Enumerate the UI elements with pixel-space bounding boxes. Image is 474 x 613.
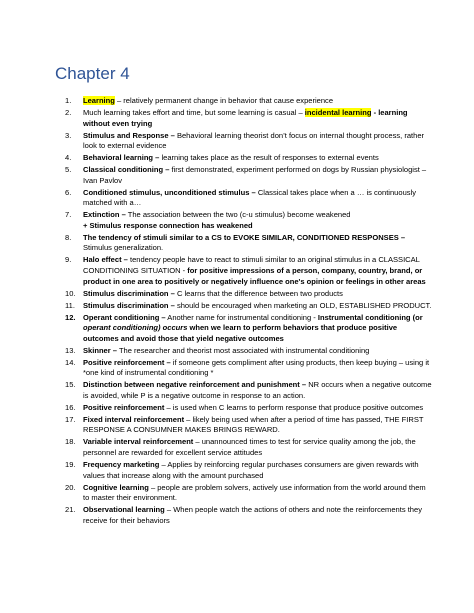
list-item-number: 20.	[65, 482, 76, 492]
list-item-number: 7.	[65, 210, 72, 220]
chapter-title: Chapter 4	[55, 64, 130, 83]
bold-term: Positive reinforcement	[83, 402, 165, 412]
list-item-number: 1.	[65, 96, 72, 105]
bold-term: Cognitive learning	[83, 482, 149, 492]
list-item-text: Behavioral learning theorist don’t focus on internal thought process, rather look to external evidence	[83, 130, 425, 151]
list-item-text: learning takes place as the result of responses to external events	[159, 153, 379, 163]
bold-term: Behavioral learning –	[83, 153, 160, 163]
list-item	[0, 415, 474, 436]
list-item-text: Stimulus generalization.	[83, 243, 164, 253]
bold-term: Variable interval reinforcement	[83, 437, 194, 447]
list-item	[0, 108, 474, 129]
bold-term: -	[371, 107, 379, 117]
list-item	[0, 437, 474, 458]
list-item-text: Classical takes place when a … is continuously matched with a…	[83, 187, 416, 208]
list-item-number: 5.	[65, 165, 72, 175]
list-item-number: 18.	[65, 437, 76, 447]
bold-term: Instrumental conditioning (or	[317, 312, 423, 322]
bold-term: Frequency marketing	[83, 460, 160, 470]
list-item-text: – people are problem solvers, actively use information from the world around them to master their environment.	[83, 482, 426, 503]
list-item-number: 13.	[65, 345, 76, 355]
bold-term: Stimulus discrimination –	[83, 300, 175, 310]
bold-term: Stimulus discrimination –	[83, 288, 175, 298]
list-item-text: – Applies by reinforcing regular purchases consumers are given rewards with values that increase along with the amount purchased	[83, 460, 419, 480]
list-item-number: 15.	[65, 380, 76, 390]
list-item	[0, 165, 474, 186]
list-item-text: Much learning takes effort and time, but some learning is casual –	[83, 107, 305, 117]
list-item-text: The researcher and theorist most associated with instrumental conditioning	[116, 345, 370, 355]
list-item	[0, 346, 474, 357]
bold-term: learning without even trying	[83, 107, 408, 128]
list-item-text: first demonstrated, experiment performed on dogs by Russian physiologist – Ivan Pavlov	[83, 165, 427, 185]
list-item-text: – likely being used when after a period of time has passed, THE FIRST RESPONSE A CONSUMNER MAKES BRINGS REWARD.	[83, 414, 424, 435]
list-item	[0, 483, 474, 504]
list-item-text: – unannounced times to test for service quality among the job, the personnel are rewarded for excellent service attitudes	[83, 437, 416, 458]
list-item	[0, 289, 474, 300]
bold-term: Distinction between negative reinforcement and punishment –	[83, 380, 307, 390]
list-item	[0, 313, 474, 345]
list-item-text: The association between the two (c-u stimulus) become weakened	[125, 210, 351, 220]
list-item	[0, 96, 474, 107]
list-item	[0, 380, 474, 401]
list-item-text: Another name for instrumental conditioning -	[165, 312, 318, 322]
list-item-number: 17.	[65, 414, 76, 424]
highlighted-term: Learning	[83, 96, 115, 105]
list-item	[0, 460, 474, 481]
bold-term: The tendency of stimuli similar to a CS to EVOKE SIMILAR, CONDITIONED RESPONSES –	[83, 232, 406, 242]
list-item	[0, 358, 474, 379]
list-item	[0, 131, 474, 152]
list-item-text: C learns that the difference between two products	[174, 288, 343, 298]
bold-term: Classical conditioning –	[83, 165, 170, 175]
list-item-number: 12.	[65, 312, 76, 322]
list-item-number: 14.	[65, 357, 76, 367]
notes-list	[0, 96, 474, 528]
list-item-number: 21.	[65, 505, 76, 515]
bold-term: Conditioned stimulus, unconditioned stimulus –	[83, 187, 256, 197]
list-item-number: 4.	[65, 153, 72, 163]
list-item-number: 3.	[65, 130, 72, 140]
bold-term: Observational learning	[83, 505, 165, 515]
bold-term: Extinction –	[83, 210, 126, 220]
list-item-number: 10.	[65, 288, 76, 298]
bold-term: for positive impressions of a person, company, country, brand, or product in one area to positively or negatively influence one's opinion or feelings in other areas	[83, 266, 426, 286]
list-item-text: – is used when C learns to perform response that produce positive outcomes	[164, 402, 424, 412]
list-item-text: – relatively permanent change in behavior that cause experience	[114, 96, 334, 105]
list-item	[0, 301, 474, 312]
bold-term: Halo effect –	[83, 255, 128, 265]
list-item-number: 19.	[65, 460, 76, 470]
bold-term: when we learn to perform behaviors that produce positive outcomes and avoid those that yield negative outcomes	[83, 323, 398, 343]
list-item-number: 11.	[65, 300, 75, 310]
highlighted-term: incidental learning	[304, 107, 372, 117]
bold-term: Positive reinforcement –	[83, 357, 171, 367]
bold-term: operant conditioning) occurs	[83, 323, 188, 333]
list-item-number: 9.	[65, 255, 72, 265]
list-item	[0, 255, 474, 287]
list-item-text: – When people watch the actions of others and note the reinforcements they receive for their behaviors	[83, 505, 422, 525]
list-item	[0, 210, 474, 231]
list-item-text: NR occurs when a negative outcome is avoided, while P is a negative outcome in response to an action.	[83, 380, 432, 400]
bold-term: + Stimulus response connection has weakened	[83, 220, 253, 230]
list-item-number: 8.	[65, 232, 72, 242]
list-item	[0, 153, 474, 164]
list-item	[0, 505, 474, 526]
bold-term: Skinner –	[83, 345, 117, 355]
list-item-text: tendency people have to react to stimuli similar to an original stimulus in a CLASSICAL CONDITIONING SITUATION -	[83, 255, 420, 276]
bold-term: Operant conditioning –	[83, 312, 166, 322]
list-item-text: if someone gets compliment after using products, then keep buying – using it *one kind of instrumental conditioning *	[83, 357, 430, 378]
list-item	[0, 188, 474, 209]
list-item	[0, 233, 474, 254]
list-item-number: 6.	[65, 187, 72, 197]
list-item-text: should be encouraged when marketing an OLD, ESTABLISHED PRODUCT.	[174, 300, 432, 310]
list-item-number: 2.	[65, 107, 72, 117]
list-item	[0, 403, 474, 414]
bold-term: Fixed interval reinforcement	[83, 414, 185, 424]
list-item-number: 16.	[65, 402, 76, 412]
bold-term: Stimulus and Response –	[83, 130, 175, 140]
